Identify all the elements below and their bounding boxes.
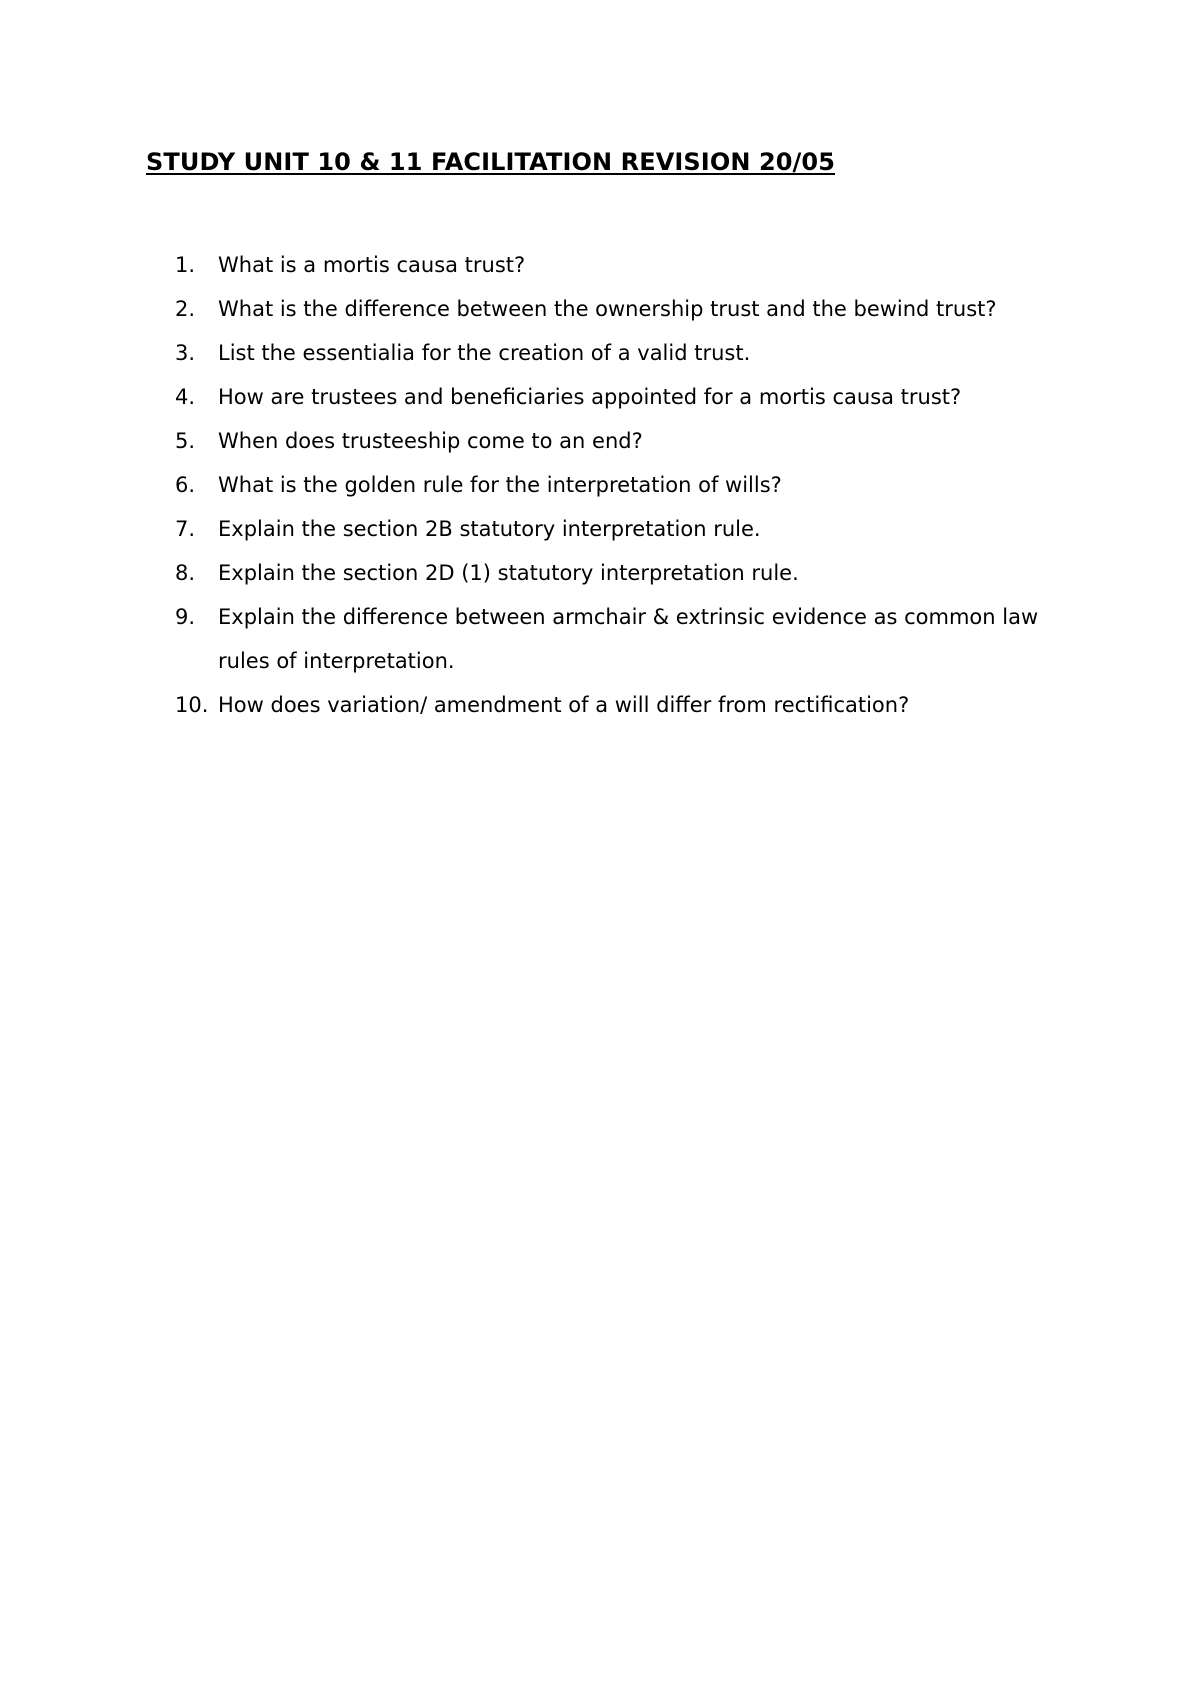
question-text: When does trusteeship come to an end? <box>218 429 643 453</box>
question-text: How does variation/ amendment of a will differ from rectification? <box>218 693 910 717</box>
question-number: 2. <box>175 297 196 321</box>
question-number: 1. <box>175 253 196 277</box>
question-number: 7. <box>175 517 196 541</box>
question-item <box>175 243 1095 287</box>
question-item <box>175 375 1095 419</box>
question-item <box>175 507 1095 551</box>
question-item <box>175 595 1095 683</box>
question-text: How are trustees and beneficiaries appointed for a mortis causa trust? <box>218 385 962 409</box>
question-number: 4. <box>175 385 196 409</box>
question-item <box>175 287 1095 331</box>
question-number: 8. <box>175 561 196 585</box>
question-item <box>175 551 1095 595</box>
question-number: 9. <box>175 605 196 629</box>
question-list <box>175 243 1095 727</box>
question-number: 6. <box>175 473 196 497</box>
question-number: 3. <box>175 341 196 365</box>
question-text: Explain the section 2B statutory interpretation rule. <box>218 517 761 541</box>
question-item <box>175 463 1095 507</box>
question-text: What is the golden rule for the interpretation of wills? <box>218 473 782 497</box>
question-item <box>175 331 1095 375</box>
question-number: 5. <box>175 429 196 453</box>
question-text: List the essentialia for the creation of a valid trust. <box>218 341 751 365</box>
document-title: STUDY UNIT 10 & 11 FACILITATION REVISION 20/05 <box>146 148 836 176</box>
question-text: What is the difference between the ownership trust and the bewind trust? <box>218 297 997 321</box>
question-text: Explain the difference between armchair & extrinsic evidence as common law rules of interpretation. <box>218 605 1039 673</box>
question-text: Explain the section 2D (1) statutory interpretation rule. <box>218 561 799 585</box>
question-text: What is a mortis causa trust? <box>218 253 526 277</box>
question-item <box>175 683 1095 727</box>
question-item <box>175 419 1095 463</box>
question-number: 10. <box>175 693 209 717</box>
